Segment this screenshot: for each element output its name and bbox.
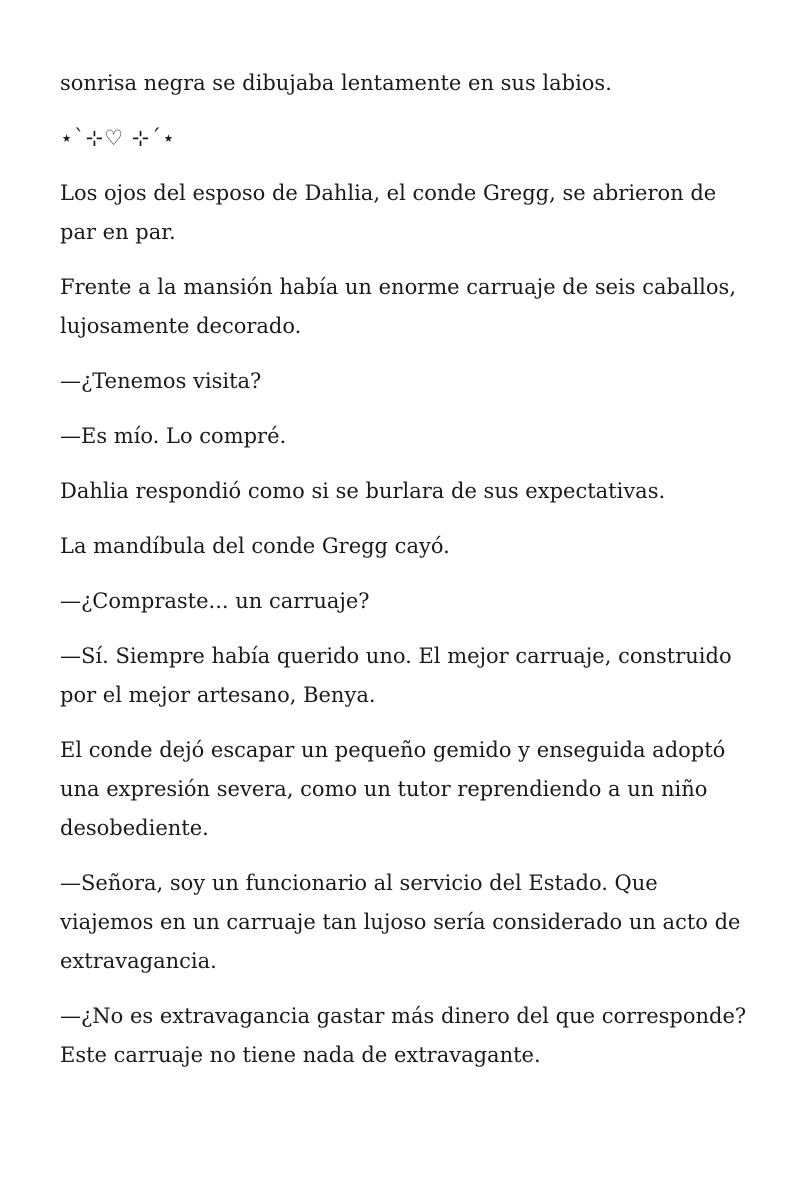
paragraph: La mandíbula del conde Gregg cayó. [60,534,450,558]
document-body [60,64,750,1091]
scene-divider: ⋆`⊹♡ ⊹´⋆ [60,126,176,150]
paragraph: Los ojos del esposo de Dahlia, el conde Gregg, se abrieron de par en par. [60,181,717,244]
dialogue-line: —Sí. Siempre había querido uno. El mejor carruaje, construido por el mejor artesano, Benya. [60,644,732,707]
paragraph: Dahlia respondió como si se burlara de sus expectativas. [60,479,666,503]
paragraph: sonrisa negra se dibujaba lentamente en sus labios. [60,71,612,95]
dialogue-line: —Señora, soy un funcionario al servicio del Estado. Que viajemos en un carruaje tan lujoso sería considerado un acto de extravagancia. [60,871,741,973]
dialogue-line: —¿Compraste... un carruaje? [60,589,370,613]
dialogue-line: —¿No es extravagancia gastar más dinero del que corresponde? Este carruaje no tiene nada de extravagante. [60,1004,747,1067]
dialogue-line: —¿Tenemos visita? [60,369,262,393]
dialogue-line: —Es mío. Lo compré. [60,424,287,448]
paragraph: Frente a la mansión había un enorme carruaje de seis caballos, lujosamente decorado. [60,275,736,338]
paragraph: El conde dejó escapar un pequeño gemido y enseguida adoptó una expresión severa, como un tutor reprendiendo a un niño desobediente. [60,738,726,840]
